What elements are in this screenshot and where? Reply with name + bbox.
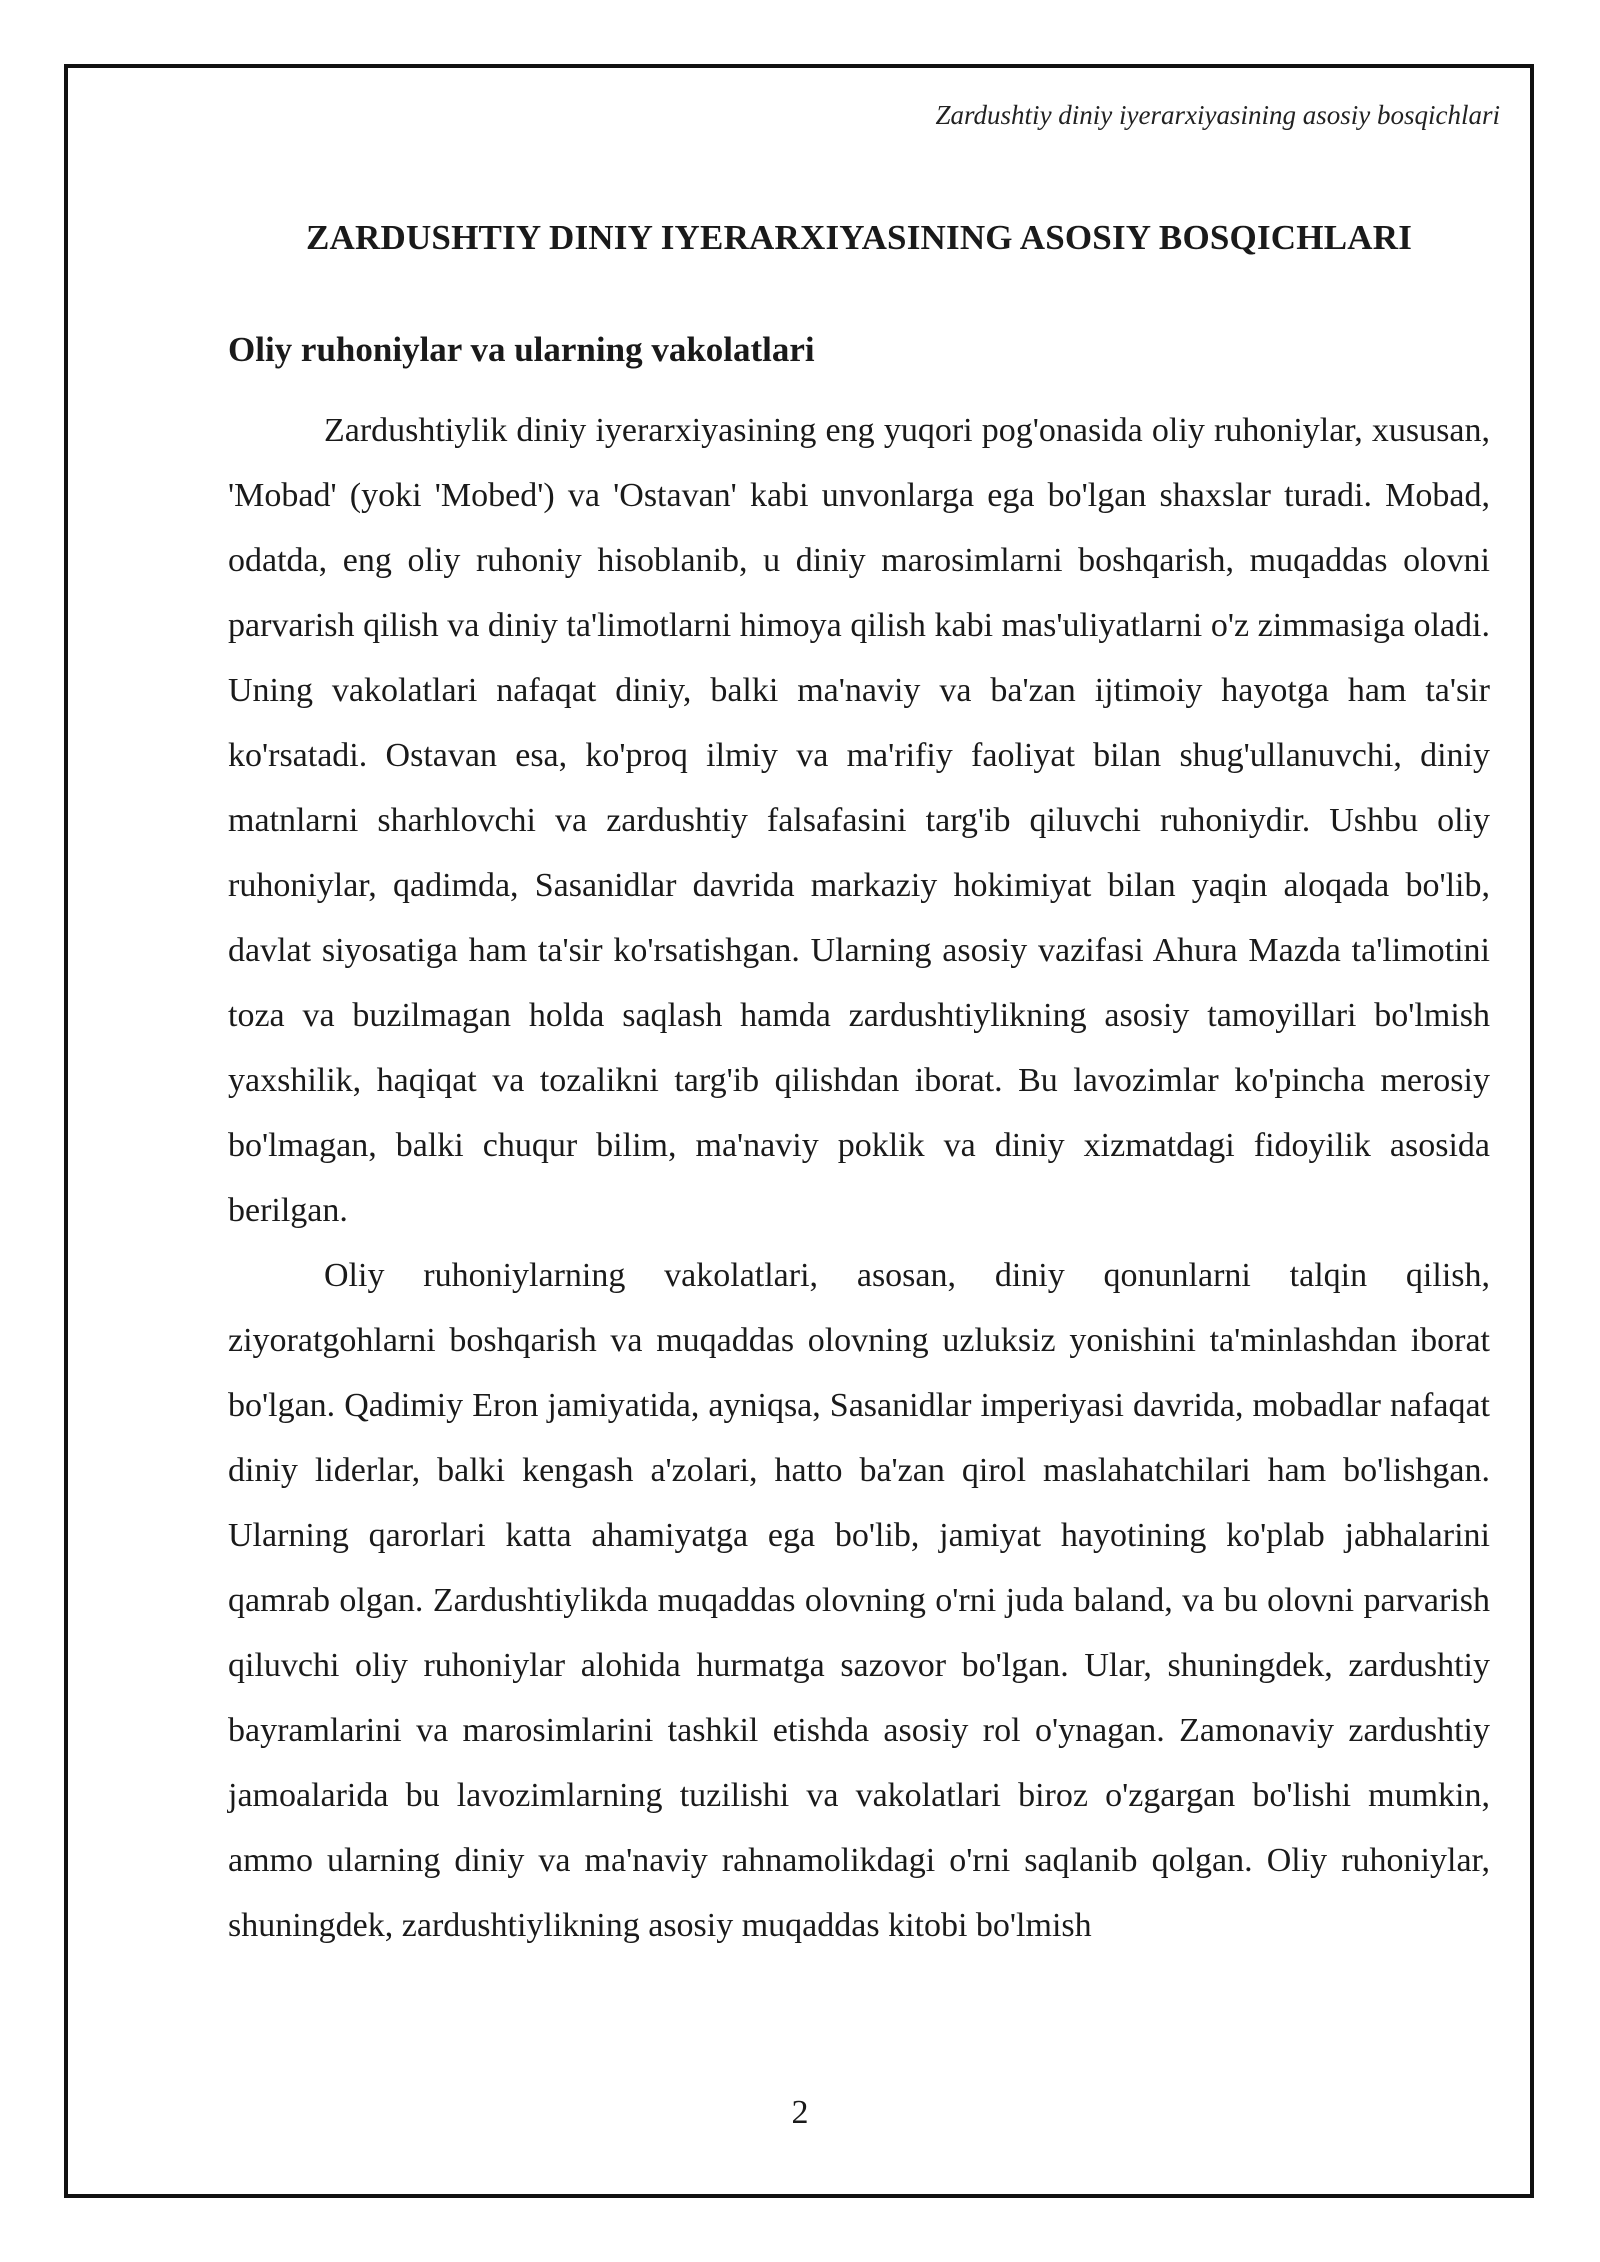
paragraph: Zardushtiylik diniy iyerarxiyasining eng yuqori pog'onasida oliy ruhoniylar, xususan, 'Mobad' (yoki 'Mobed') va 'Ostavan' kabi unvonlarga ega bo'lgan shaxslar turadi. Mobad, odatda, eng oliy ruhoniy hisoblanib, u diniy marosimlarni boshqarish, muqaddas olovni parvarish qilish va diniy ta'limotlarni himoya qilish kabi mas'uliyatlarni o'z zimmasiga oladi. Uning vakolatlari nafaqat diniy, balki ma'naviy va ba'zan ijtimoiy hayotga ham ta'sir ko'rsatadi. Ostavan esa, ko'proq ilmiy va ma'rifiy faoliyat bilan shug'ullanuvchi, diniy matnlarni sharhlovchi va zardushtiy falsafasini targ'ib qiluvchi ruhoniydir. Ushbu oliy ruhoniylar, qadimda, Sasanidlar davrida markaziy hokimiyat bilan yaqin aloqada bo'lib, davlat siyosatiga ham ta'sir ko'rsatishgan. Ularning asosiy vazifasi Ahura Mazda ta'limotini toza va buzilmagan holda saqlash hamda zardushtiylikning asosiy tamoyillari bo'lmish yaxshilik, haqiqat va tozalikni targ'ib qilishdan iborat. Bu lavozimlar ko'pincha merosiy bo'lmagan, balki chuqur bilim, ma'naviy poklik va diniy xizmatdagi fidoyilik asosida berilgan. [228,412,1490,1229]
section-heading: Oliy ruhoniylar va ularning vakolatlari [228,330,815,369]
body-text [228,398,1490,1958]
running-header: Zardushtiy diniy iyerarxiyasining asosiy bosqichlari [935,100,1500,130]
document-title: ZARDUSHTIY DINIY IYERARXIYASINING ASOSIY BOSQICHLARI [305,218,1413,257]
paragraph: Oliy ruhoniylarning vakolatlari, asosan, diniy qonunlarni talqin qilish, ziyoratgohlarni boshqarish va muqaddas olovning uzluksiz yonishini ta'minlashdan iborat bo'lgan. Qadimiy Eron jamiyatida, ayniqsa, Sasanidlar imperiyasi davrida, mobadlar nafaqat diniy liderlar, balki kengash a'zolari, hatto ba'zan qirol maslahatchilari ham bo'lishgan. Ularning qarorlari katta ahamiyatga ega bo'lib, jamiyat hayotining ko'plab jabhalarini qamrab olgan. Zardushtiylikda muqaddas olovning o'rni juda baland, va bu olovni parvarish qiluvchi oliy ruhoniylar alohida hurmatga sazovor bo'lgan. Ular, shuningdek, zardushtiy bayramlarini va marosimlarini tashkil etishda asosiy rol o'ynagan. Zamonaviy zardushtiy jamoalarida bu lavozimlarning tuzilishi va vakolatlari biroz o'zgargan bo'lishi mumkin, ammo ularning diniy va ma'naviy rahnamolikdagi o'rni saqlanib qolgan. Oliy ruhoniylar, shuningdek, zardushtiylikning asosiy muqaddas kitobi bo'lmish [228,1257,1490,1944]
page-number: 2 [791,2094,809,2131]
